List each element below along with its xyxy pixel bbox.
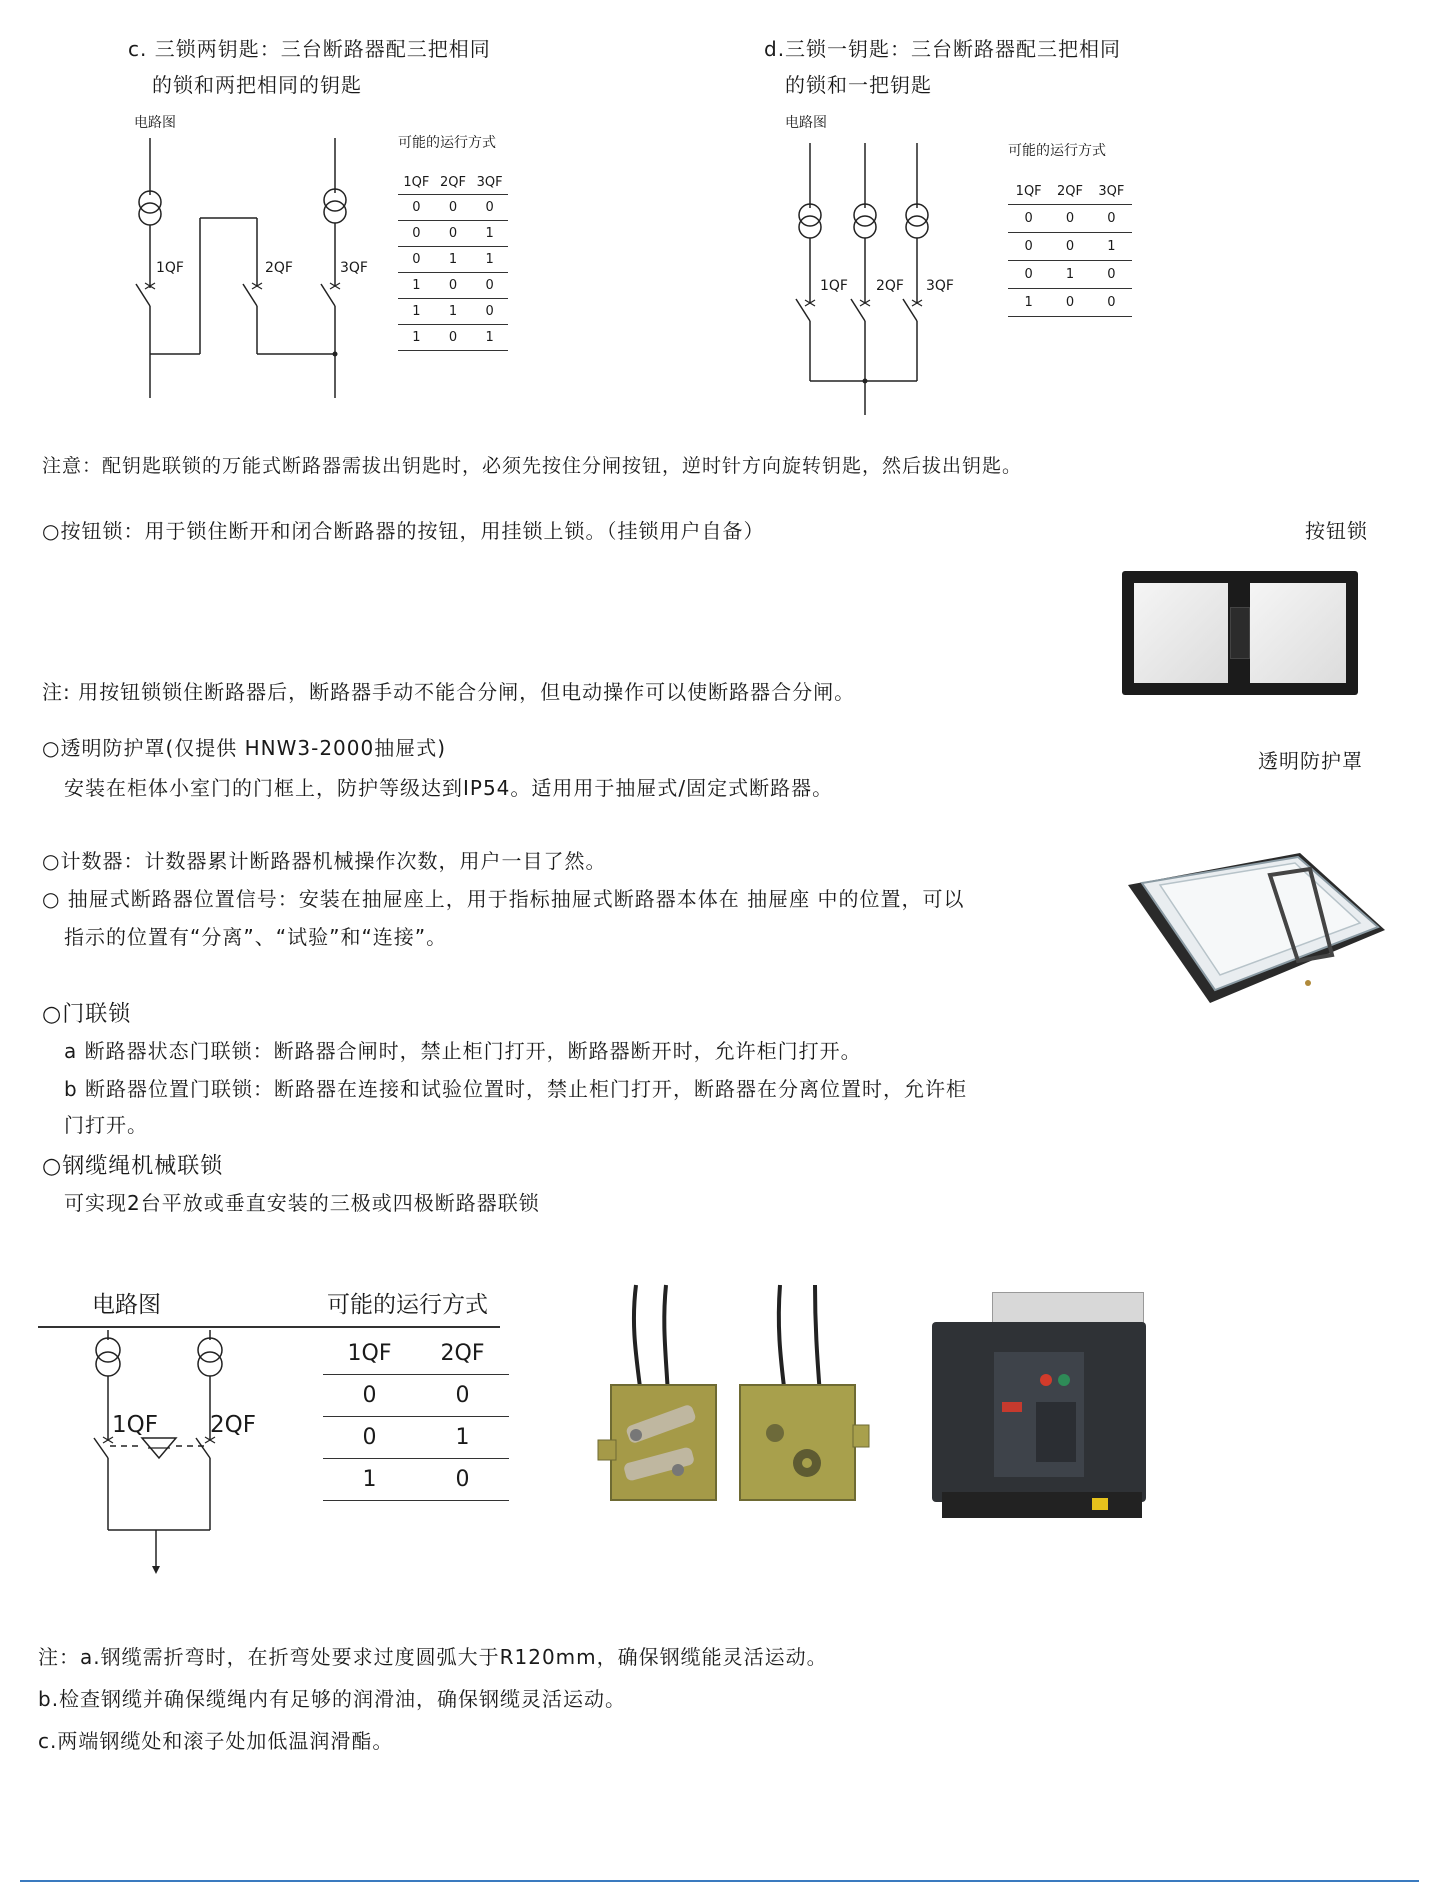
door-interlock-b-line2: 门打开。 <box>64 1113 148 1137</box>
door-interlock-b-line1: b 断路器位置门联锁：断路器在连接和试验位置时，禁止柜门打开，断路器在分离位置时，允许柜 <box>64 1077 968 1101</box>
table-row: 0 0 1 <box>398 220 508 246</box>
table-header: 2QF <box>435 172 472 194</box>
section-d-label-1qf: 1QF <box>820 278 848 294</box>
button-lock-title: ○按钮锁：用于锁住断开和闭合断路器的按钮，用挂锁上锁。（挂锁用户自备） <box>42 519 765 543</box>
footer-divider <box>20 1880 1419 1882</box>
section-c-label-2qf: 2QF <box>265 260 293 276</box>
button-lock-note: 注: 用按钮锁锁住断路器后，断路器手动不能合分闸，但电动操作可以使断路器合分闸。 <box>42 680 856 704</box>
bottom-note-b: b.检查钢缆并确保缆绳内有足够的润滑油，确保钢缆灵活运动。 <box>38 1687 627 1711</box>
table-row: 0 0 0 <box>398 194 508 220</box>
table-row: 0 0 <box>323 1374 509 1416</box>
section-d-title-line2: 的锁和一把钥匙 <box>785 73 932 97</box>
section-c-ops-label: 可能的运行方式 <box>398 135 496 151</box>
table-row: 0 1 0 <box>1008 260 1132 288</box>
section-d-ops-table <box>1008 180 1132 317</box>
table-row: 0 1 1 <box>398 246 508 272</box>
button-lock-caption: 按钮锁 <box>1305 519 1368 543</box>
position-signal-line2: 指示的位置有“分离”、“试验”和“连接”。 <box>64 925 448 949</box>
table-row: 1 0 1 <box>398 324 508 350</box>
cover-caption: 透明防护罩 <box>1258 749 1363 773</box>
position-signal-line1: ○ 抽屉式断路器位置信号：安装在抽屉座上，用于指标抽屉式断路器本体在 抽屉座 中的位置，可以 <box>42 887 965 911</box>
cable-interlock-plate-photo-1 <box>596 1285 726 1505</box>
section-d-title-line1: d.三锁一钥匙：三台断路器配三把相同 <box>764 37 1122 61</box>
section-c-ops-table <box>398 172 508 351</box>
cable-header-rule <box>38 1326 500 1328</box>
table-header: 3QF <box>1091 180 1132 204</box>
button-lock-photo <box>1122 571 1358 695</box>
table-row: 0 1 <box>323 1416 509 1458</box>
table-header: 3QF <box>471 172 508 194</box>
section-c-label-3qf: 3QF <box>340 260 368 276</box>
table-header: 1QF <box>323 1334 416 1374</box>
section-c-title-line2: 的锁和两把相同的钥匙 <box>152 73 362 97</box>
cable-circuit-diagram <box>60 1330 260 1580</box>
transparent-cover-photo <box>1120 835 1390 1005</box>
section-c-circuit-label: 电路图 <box>134 115 176 131</box>
table-header: 2QF <box>416 1334 509 1374</box>
bottom-note-c: c.两端钢缆处和滚子处加低温润滑酯。 <box>38 1729 394 1753</box>
counter-desc: ○计数器：计数器累计断路器机械操作次数，用户一目了然。 <box>42 849 607 873</box>
cable-ops-label: 可能的运行方式 <box>327 1292 488 1318</box>
cable-circuit-label: 电路图 <box>92 1292 161 1318</box>
table-row: 1 0 <box>323 1458 509 1500</box>
cable-label-1qf: 1QF <box>112 1412 158 1438</box>
cover-desc: 安装在柜体小室门的门框上，防护等级达到IP54。适用用于抽屉式/固定式断路器。 <box>64 776 834 800</box>
section-c-label-1qf: 1QF <box>156 260 184 276</box>
table-header: 1QF <box>1008 180 1049 204</box>
table-header: 1QF <box>398 172 435 194</box>
table-row: 1 0 0 <box>398 272 508 298</box>
air-circuit-breaker-photo <box>932 1292 1146 1520</box>
cable-label-2qf: 2QF <box>210 1412 256 1438</box>
cable-interlock-title: ○钢缆绳机械联锁 <box>42 1154 224 1179</box>
table-row: 1 1 0 <box>398 298 508 324</box>
table-row: 0 0 0 <box>1008 204 1132 232</box>
cable-interlock-plate-photo-2 <box>735 1285 875 1505</box>
door-interlock-title: ○门联锁 <box>42 1002 132 1027</box>
cable-interlock-desc: 可实现2台平放或垂直安装的三极或四极断路器联锁 <box>64 1191 540 1215</box>
cable-ops-table <box>323 1334 509 1501</box>
section-c-title-line1: c. 三锁两钥匙：三台断路器配三把相同 <box>128 37 491 61</box>
table-row: 0 0 1 <box>1008 232 1132 260</box>
door-interlock-a: a 断路器状态门联锁：断路器合闸时，禁止柜门打开，断路器断开时，允许柜门打开。 <box>64 1039 862 1063</box>
section-d-label-2qf: 2QF <box>876 278 904 294</box>
section-d-label-3qf: 3QF <box>926 278 954 294</box>
cover-title: ○透明防护罩(仅提供 HNW3-2000抽屉式) <box>42 736 447 760</box>
section-d-circuit-label: 电路图 <box>785 115 827 131</box>
bottom-note-a: 注：a.钢缆需折弯时，在折弯处要求过度圆弧大于R120mm，确保钢缆能灵活运动。 <box>38 1645 828 1669</box>
notice-key-removal: 注意：配钥匙联锁的万能式断路器需拔出钥匙时，必须先按住分闸按钮，逆时针方向旋转钥匙，然后拔出钥匙。 <box>42 455 1023 477</box>
table-header: 2QF <box>1049 180 1090 204</box>
section-d-ops-label: 可能的运行方式 <box>1008 143 1106 159</box>
table-row: 1 0 0 <box>1008 288 1132 316</box>
